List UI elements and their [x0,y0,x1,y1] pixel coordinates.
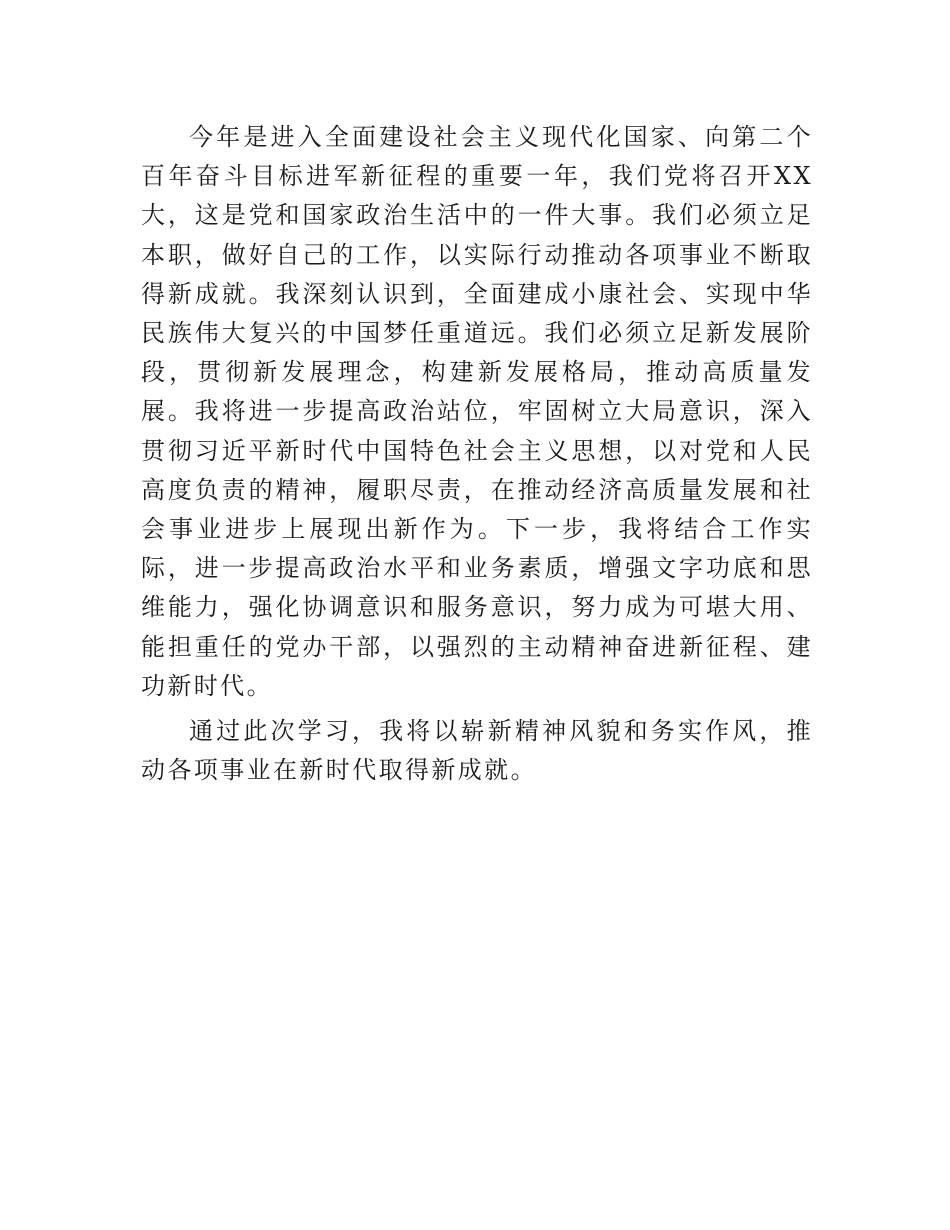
paragraph-2: 通过此次学习，我将以崭新精神风貌和务实作风，推动各项事业在新时代取得新成就。 [141,717,813,785]
document-body [141,118,813,796]
paragraph-1: 今年是进入全面建设社会主义现代化国家、向第二个百年奋斗目标进军新征程的重要一年，我们党将召开XX大，这是党和国家政治生活中的一件大事。我们必须立足本职，做好自己的工作，以实际行动推动各项事业不断取得新成就。我深刻认识到，全面建成小康社会、实现中华民族伟大复兴的中国梦任重道远。我们必须立足新发展阶段，贯彻新发展理念，构建新发展格局，推动高质量发展。我将进一步提高政治站位，牢固树立大局意识，深入贯彻习近平新时代中国特色社会主义思想，以对党和人民高度负责的精神，履职尽责，在推动经济高质量发展和社会事业进步上展现出新作为。下一步，我将结合工作实际，进一步提高政治水平和业务素质，增强文字功底和思维能力，强化协调意识和服务意识，努力成为可堪大用、能担重任的党办干部，以强烈的主动精神奋进新征程、建功新时代。 [141,123,813,700]
